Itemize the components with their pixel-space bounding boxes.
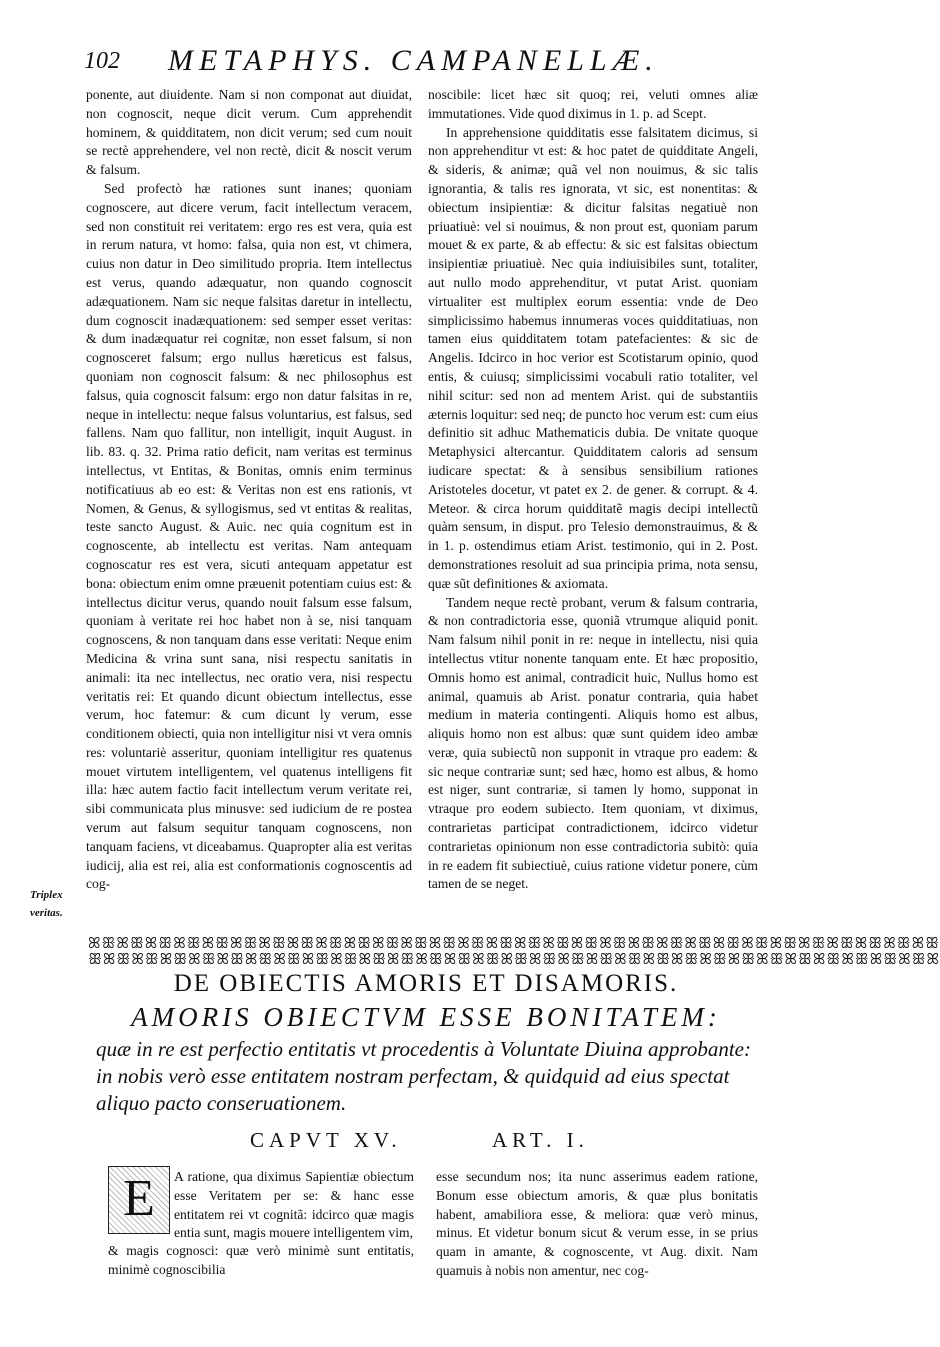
page-header	[84, 44, 764, 84]
chapter-description	[96, 1036, 764, 1117]
ornament-row: ꕤꕥꕤꕥꕤꕥꕤꕥꕤꕥꕤꕥꕤꕥꕤꕥꕤꕥꕤꕥꕤꕥꕤꕥꕤꕥꕤꕥꕤꕥꕤꕥꕤꕥꕤꕥꕤꕥꕤꕥꕤꕥꕤꕥꕤꕥꕤꕥꕤꕥꕤꕥꕤꕥꕤꕥꕤꕥꕤꕥ	[88, 936, 940, 952]
paragraph: ponente, aut diuidente. Nam si non componat aut diuidat, non cognoscit, neque dicit verum. Cum apprehendit hominem, & quidditatem, non dicit verum; sed cum nouit se rectè apprehendere, vel non rectè, dicit & noscit verum & falsum.	[86, 87, 412, 178]
running-head: METAPHYS. CAMPANELLÆ.	[168, 44, 659, 77]
article-label: ART. I.	[492, 1128, 589, 1152]
paragraph: & magis cognosci: quæ verò minimè sunt entitatis, minimè cognoscibilia	[108, 1243, 414, 1277]
paragraph: A ratione, qua diximus Sapientiæ obiectum esse Veritatem per se: & hanc esse entitatem rei vt cognitã: idcirco quæ magis entia sunt, magis mouere intelligentem vim,	[174, 1169, 414, 1241]
chapter-description-text: quæ in re est perfectio entitatis vt procedentis à Voluntate Diuina approbante: in nobis verò esse entitatem nostram perfectam, & quidquid ad eius spectat aliquo pacto conseruationem.	[96, 1037, 751, 1115]
paragraph: noscibile: licet hæc sit quoq; rei, veluti omnes aliæ immutationes. Vide quod diximus in 1. p. ad Scept.	[428, 87, 758, 121]
top-right-column	[428, 86, 758, 894]
top-left-column	[86, 86, 412, 894]
chapter-subtitle: AMORIS OBIECTVM ESSE BONITATEM:	[131, 1002, 721, 1032]
margin-note: Triplex veritas.	[30, 889, 63, 919]
paragraph: Tandem neque rectè probant, verum & falsum contraria, & non contradictoria esse, quoniã vtrumque aliquid ponit. Nam falsum nihil ponit in re: neque in intellectu, nisi quia intellectus vtitur nonente tanquam ente. Et hæc propositio, Omnis homo est animal, contradicit huic, Nullus homo est animal, quamuis ab Arist. ponatur contraria, quia habet medium in materia contingenti. Aliquis homo est albus, aliquis homo non est albus: quæ sunt quidem ideo ambæ veræ, quia subiectũ non supponit in vtraque pro eadem: & sic neque contrariæ sunt; sed hæc, homo est albus, & homo est niger, sunt contrariæ, si tamen ly homo, supponat in vtraque pro eodem subiecto. Item quoniam, vt diximus, contrarietas participat contradictionem, idcirco videtur contrarietas opinionum non esse contradictoria subitò: quia in re eadem fit subiectiuè, cuius ratione videtur ponere, cùm tamen de se neget.	[428, 594, 758, 892]
chapter-title: DE OBIECTIS AMORIS ET DISAMORIS.	[173, 970, 679, 997]
bottom-right-column	[436, 1168, 758, 1281]
paragraph: In apprehensione quidditatis esse falsitatem dicimus, si non apprehenditur vt est: & hoc patet de quidditate Angeli, & sideris, & animæ; quã vel non nouimus, & sic talis ignorantia, & talis res ignorata, vt sic, est nonentitas: & obiectum insipientiæ: & dicitur falsitas negatiuè non priuatiuè: vel si nouimus, & non prout est, quoniam parum mouet & ex parte, & ab effectu: & sic est falsitas obiectum insipientiæ priuatiuè. Nec quia indiuisibiles sunt, totaliter, aut nullo modo apprehenditur, vt putat Arist. quoniam virtualiter est multiplex eorum essentia: vnde de Deo simplicissimo habemus innumeras voces quidditatiuas, non tamen eius quidditatem totam patefacientes: & sic de Angelis. Idcirco in hoc verior est Scotistarum opinio, quod entis, & cuiusq; simplicissimi vocabuli ratio totaliter, vel nihil scitur: sed non ad mentem Arist. qui de substantiis æternis loquitur: sed neq; de puncto hoc verum est: cum eius definitio sit adhuc Mathematicis dubia. De vnitate quoque Metaphysici altercantur. Quidditatem caloris ad sensum iudicare spectat: & à sensibus sensibilium rationes Aristoteles docetur, vt patet ex 2. de gener. & corrupt. & 4. Meteor. & circa horum quidditatẽ magis decipi intellectũ quàm sensum, in disput. pro Telesio demonstrauimus, & & in 1. p. ostendimus etiam Arist. testimonio, qui in 2. Post. demonstrationes resoluit ad sua principia prima, nota sensu, quæ sũt definitiones & axiomata.	[428, 124, 758, 591]
ornament-row: ꕥꕤꕥꕤꕥꕤꕥꕤꕥꕤꕥꕤꕥꕤꕥꕤꕥꕤꕥꕤꕥꕤꕥꕤꕥꕤꕥꕤꕥꕤꕥꕤꕥꕤꕥꕤꕥꕤꕥꕤꕥꕤꕥꕤꕥꕤꕥꕤꕥꕤꕥꕤꕥꕤꕥꕤꕥꕤꕥꕤ	[88, 952, 940, 968]
paragraph: esse secundum nos; ita nunc asserimus eadem ratione, Bonum esse obiectum amoris, & quæ plus bonitatis habent, amabiliora esse, & meliora: quæ verò minus, minus. Et videtur bonum sicut & verum esse, in se prius quam in amante, & cognoscente, vt Aug. dixit. Nam quamuis à nobis non amentur, nec cog-	[436, 1169, 758, 1278]
page-number: 102	[84, 48, 120, 74]
bottom-left-column-bottom	[108, 1242, 414, 1280]
drop-cap: E	[108, 1166, 170, 1234]
paragraph: Sed profectò hæ rationes sunt inanes; quoniam cognoscere, aut dicere verum, facit intellectum veracem, sed non constituit rei veritatem: ergo res est vera, quia est in rerum natura, vt homo: falsa, quia non est, vt chimera, cuius non datur in Deo similitudo propria. Item intellectus est verus, quando adæquatur, non quando cognoscit adæquationem. Nam sic neque falsitas daretur in intellectu, dum cognoscit inadæquationem: sed semper esset veritas: & dum inadæquatur rei cognitæ, non esset falsum, si non cognosceret falsum; ergo nullus hæreticus est falsus, quoniam non cognoscit falsum: & nec philosophus est falsus, quia cognoscit falsum: ergo non datur falsitas in re, neque in intellectu: neque falsus voluntarius, est falsus, sed fallens. Nam quo fallitur, non intelligit, inquit August. in lib. 83. q. 32. Prima ratio deficit, nam veritas est terminus intellectus, vt Entitas, & Bonitas, omnis enim terminus notificatiuus ab eo est: & Veritas non est ens rationis, vt Nomen, & Genus, & syllogismus, sed vt entitas & realitas, teste sancto August. & Auic. nec quia cognitum est in cognoscente, ab intellectu est veritas. Nam antequam cognoscatur res est vera, sicuti antequam appetatur est bona: obiectum enim omne præuenit potentiam cuius est: & intellectus dicitur verus, quando nouit falsum esse falsum, quoniam à veritate rei hoc habet non à se, nisi tanquam cognoscens, & non tanquam dans esse veritati: Neque enim Medicina & vrina sunt sana, nisi respectu sanitatis in animali: ita nec intellectus, nec oratio vera, nisi respectu veritatis rei: Et quando dicunt obiectum intellectus, esse verum, hoc fatemur: & cum dicunt ly verum, esse conditionem obiecti, quia non intelligitur nisi vt vera omnis res: voluntariè asseritur, quoniam intelligitur res quatenus mouet virtutem intelligentem, vel quatenus intelligens fit illa: hæc autem factio facit intellectum verum veritate rei, sibi communicata plus minusve: sed iudicium de re postea verum aut falsum sequitur tanquam cognoscens, non tanquam faciens, vt diceabamus. Quapropter alia est veritas iudicij, alia est rei, alia est conformationis cognoscentis ad cog-	[86, 180, 412, 892]
caput-label: CAPVT XV.	[250, 1128, 402, 1152]
ornament-border	[88, 936, 940, 970]
bottom-left-column-top	[174, 1168, 414, 1243]
